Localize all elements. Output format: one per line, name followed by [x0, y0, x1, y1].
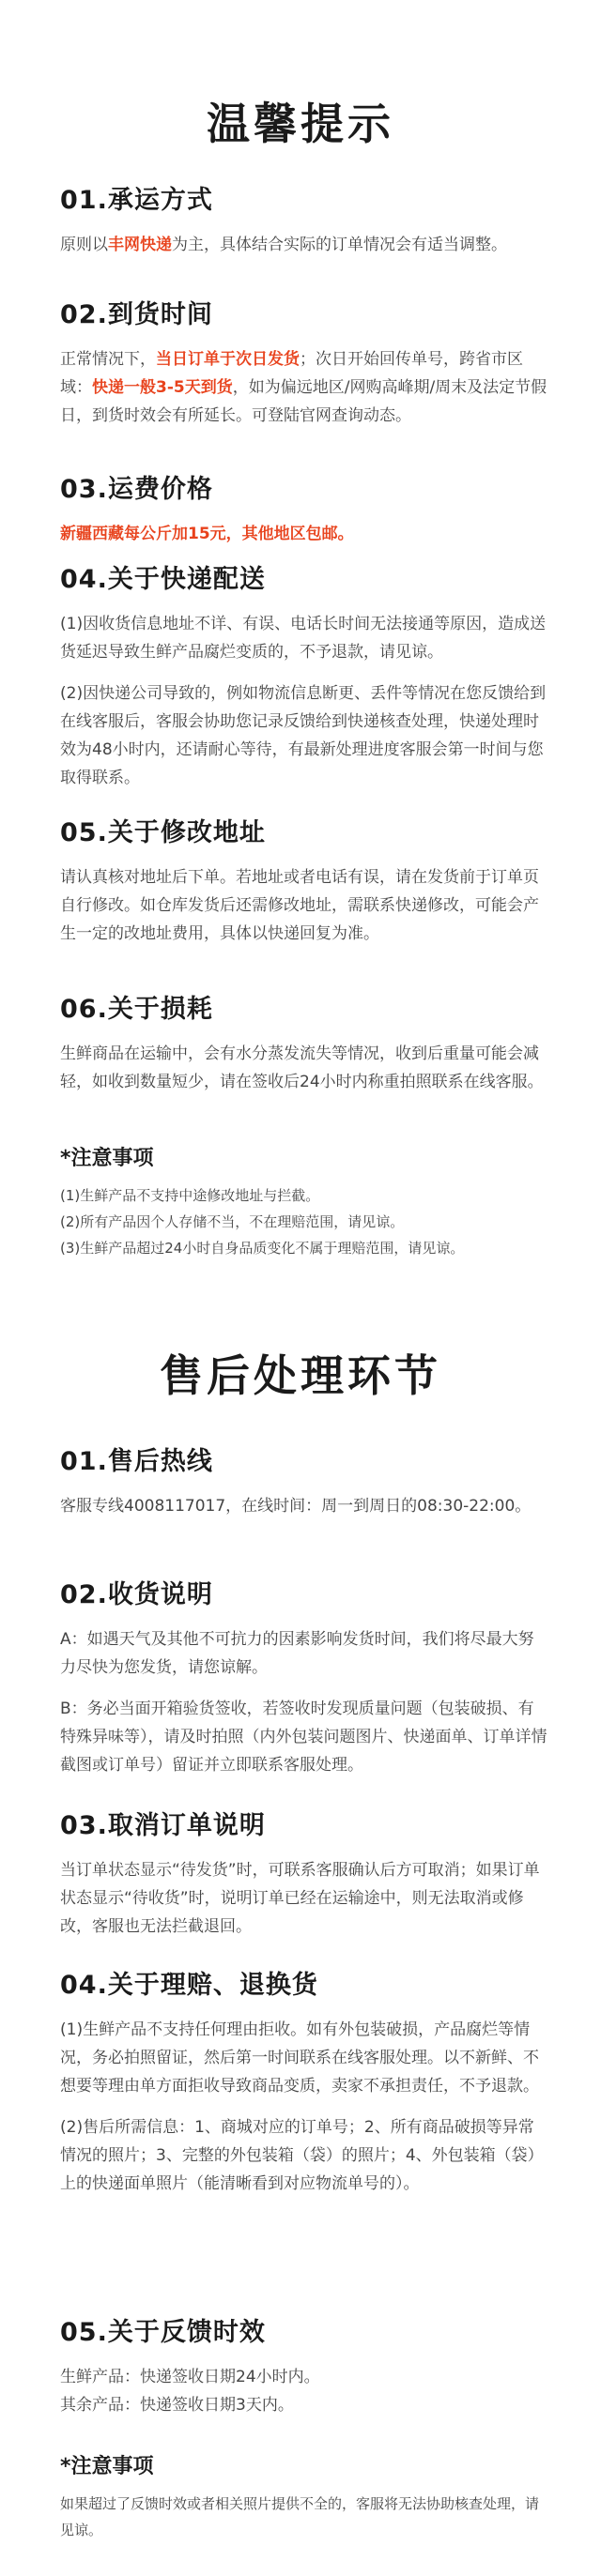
- section-loss: [60, 993, 548, 1109]
- notes-text: 如果超过了反馈时效或者相关照片提供不全的，客服将无法协助核查处理，请见谅。: [60, 2495, 540, 2538]
- section-delivery: [60, 563, 548, 805]
- delivery-paragraph-2: (2)因快递公司导致的，例如物流信息断更、丢件等情况在您反馈给到在线客服后，客服会协助您记录反馈给到快递核查处理，快递处理时效为48小时内，还请耐心等待，有最新处理进度客服会第一时间与您取得联系。: [60, 684, 547, 787]
- section-hotline: [60, 1445, 548, 1533]
- section-receiving: [60, 1578, 548, 1792]
- text-part: ，如为偏远地区/网购高峰期/周末及法定节假日，到货时效会有所延长。可登陆官网查询动态。: [60, 378, 547, 425]
- refund-paragraph-2: (2)售后所需信息：1、商城对应的订单号；2、所有商品破损等异常情况的照片；3、完整的外包装箱（袋）的照片；4、外包装箱（袋）上的快递面单照片（能清晰看到对应物流单号的）。: [60, 2118, 544, 2193]
- delivery-time-highlight: 快递一般3-5天到货: [92, 378, 233, 397]
- section-heading: 03.运费价格: [60, 475, 213, 504]
- section-heading: 01.承运方式: [60, 186, 213, 215]
- section-aftersales-notes: [60, 2453, 548, 2543]
- freight-text: 新疆西藏每公斤加15元，其他地区包邮。: [60, 525, 354, 543]
- section-heading: 03.取消订单说明: [60, 1811, 266, 1840]
- arrival-time-text: [60, 345, 548, 430]
- cancel-text: 当订单状态显示“待发货”时，可联系客服确认后方可取消；如果订单状态显示“待收货”时，说明订单已经在运输途中，则无法取消或修改，客服也无法拦截退回。: [60, 1861, 540, 1936]
- text-part: 原则以: [60, 236, 108, 254]
- section-heading: 02.收货说明: [60, 1580, 213, 1609]
- section-heading: 05.关于修改地址: [60, 818, 266, 847]
- section-cancel: [60, 1809, 548, 1954]
- section-heading: 05.关于反馈时效: [60, 2318, 266, 2347]
- feedback-fresh: 生鲜产品：快递签收日期24小时内。: [60, 2368, 320, 2386]
- section-heading: 04.关于快递配送: [60, 565, 266, 594]
- section-refund: [60, 1969, 548, 2211]
- note-item: (2)所有产品因个人存储不当，不在理赔范围，请见谅。: [60, 1213, 405, 1230]
- aftersales-title: 售后处理环节: [160, 1350, 441, 1401]
- section-feedback: [60, 2316, 548, 2419]
- text-part: 正常情况下，: [60, 350, 156, 369]
- section-shipping-method: [60, 184, 548, 272]
- shipping-method-text: [60, 231, 548, 259]
- courier-highlight: 丰网快递: [108, 236, 172, 254]
- address-change-text: 请认真核对地址后下单。若地址或者电话有误，请在发货前于订单页自行修改。如仓库发货后还需修改地址，需联系快递修改，可能会产生一定的改地址费用，具体以快递回复为准。: [60, 868, 539, 943]
- section-notes: [60, 1145, 548, 1261]
- receiving-b: B：务必当面开箱验货签收，若签收时发现质量问题（包装破损、有特殊异味等），请及时拍照（内外包装问题图片、快递面单、订单详情截图或订单号）留证并立即联系客服处理。: [60, 1700, 547, 1775]
- delivery-paragraph-1: (1)因收货信息地址不详、有误、电话长时间无法接通等原因，造成送货延迟导致生鲜产品腐烂变质的，不予退款，请见谅。: [60, 615, 547, 662]
- notes-heading: *注意事项: [60, 2455, 154, 2478]
- hotline-text: 客服专线4008117017，在线时间：周一到周日的08:30-22:00。: [60, 1497, 532, 1516]
- loss-text: 生鲜商品在运输中，会有水分蒸发流失等情况，收到后重量可能会减轻，如收到数量短少，请在签收后24小时内称重拍照联系在线客服。: [60, 1044, 544, 1091]
- refund-paragraph-1: (1)生鲜产品不支持任何理由拒收。如有外包装破损，产品腐烂等情况，务必拍照留证，然后第一时间联系在线客服处理。以不新鲜、不想要等理由单方面拒收导致商品变质，卖家不承担责任，不予退款。: [60, 2020, 539, 2096]
- text-part: ；次日开始回传单号，跨省市区域：: [60, 350, 523, 397]
- text-part: 为主，具体结合实际的订单情况会有适当调整。: [172, 236, 507, 254]
- notice-title: 温馨提示: [207, 99, 394, 149]
- section-heading: 06.关于损耗: [60, 995, 213, 1024]
- section-heading: 04.关于理赔、退换货: [60, 1971, 318, 2000]
- receiving-a: A：如遇天气及其他不可抗力的因素影响发货时间，我们将尽最大努力尽快为您发货，请您谅解。: [60, 1630, 534, 1677]
- feedback-other: 其余产品：快递签收日期3天内。: [60, 2396, 294, 2415]
- note-item: (1)生鲜产品不支持中途修改地址与拦截。: [60, 1187, 320, 1204]
- section-arrival-time: [60, 298, 548, 443]
- section-heading: 01.售后热线: [60, 1447, 213, 1476]
- dispatch-highlight: 当日订单于次日发货: [156, 350, 300, 369]
- section-freight: [60, 473, 548, 561]
- section-heading: 02.到货时间: [60, 300, 213, 329]
- notes-heading: *注意事项: [60, 1147, 154, 1170]
- section-address-change: [60, 816, 548, 961]
- note-item: (3)生鲜产品超过24小时自身品质变化不属于理赔范围，请见谅。: [60, 1240, 465, 1257]
